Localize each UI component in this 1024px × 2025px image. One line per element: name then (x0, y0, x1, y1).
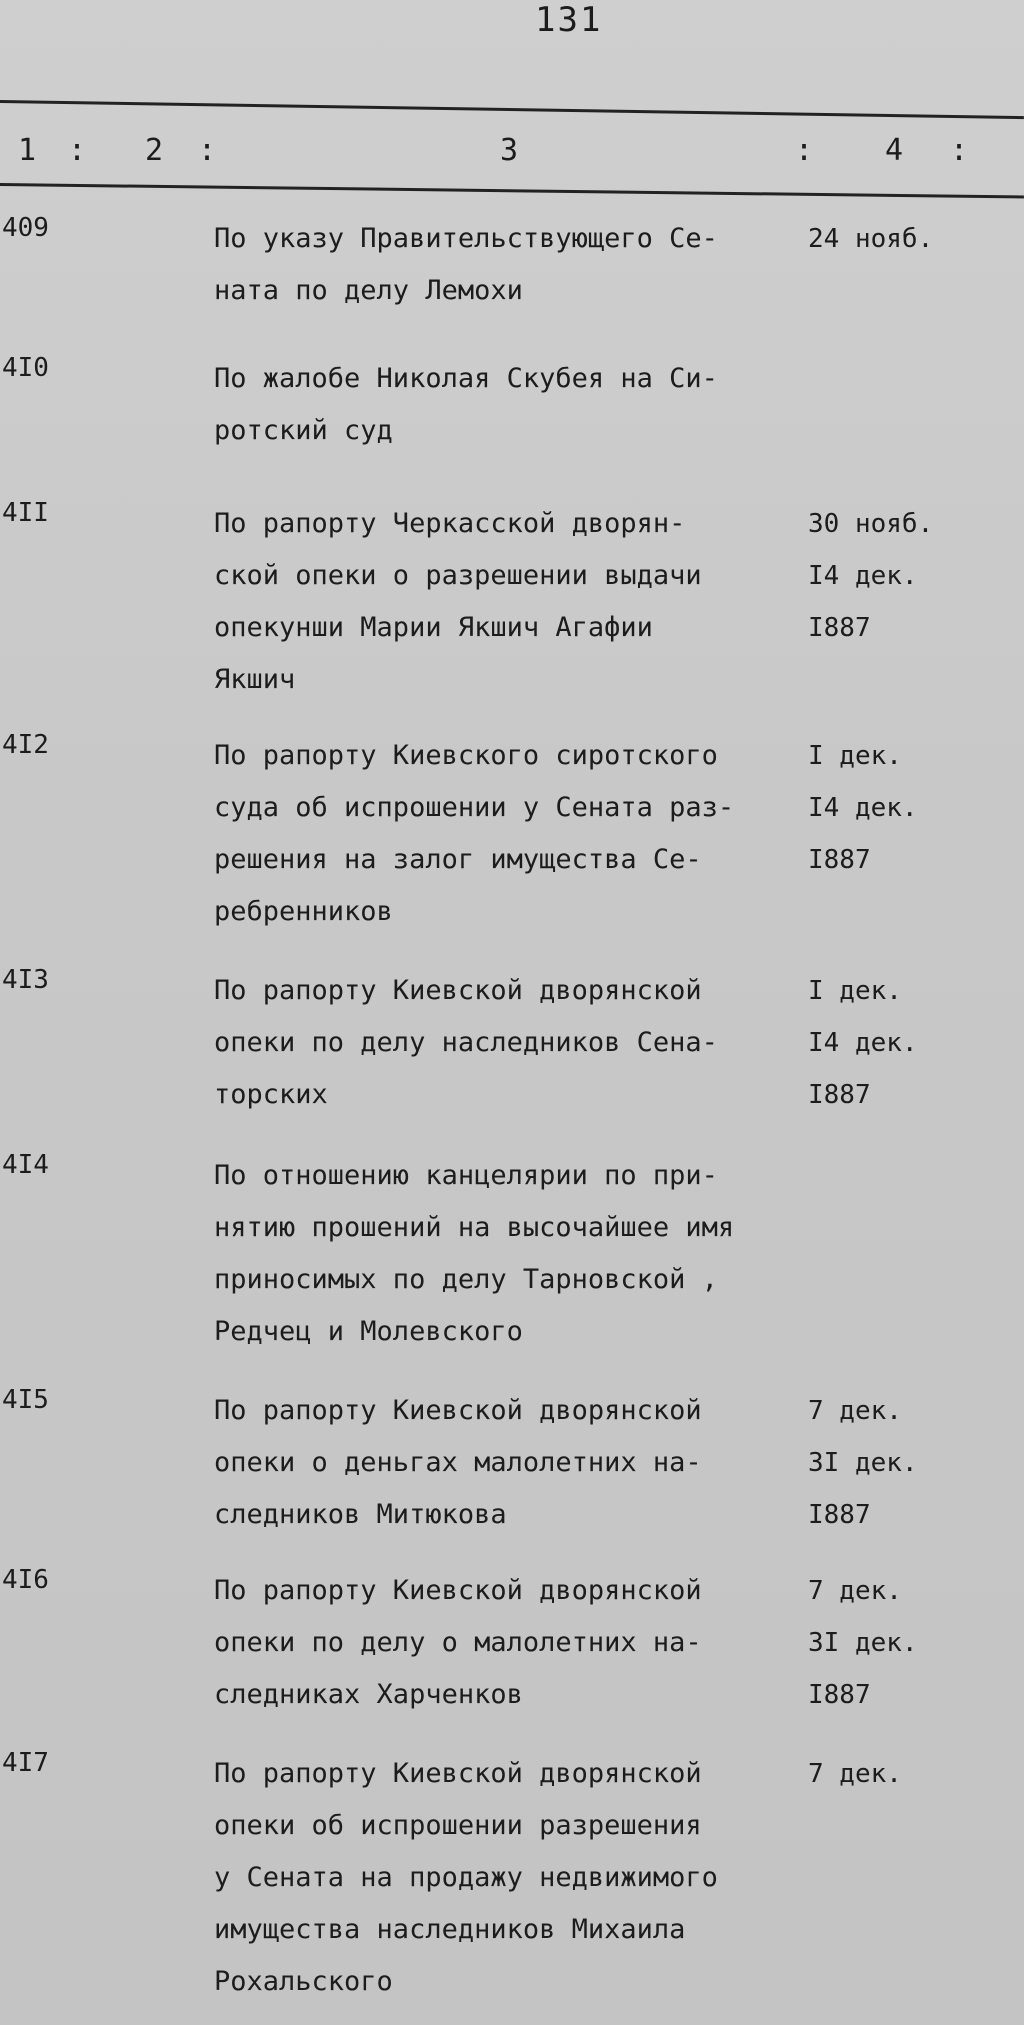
entry-description: По рапорту Киевской дворянской опеки об испрошении разрешения у Сената на продажу недвижимого имущества наследников Михаила Рохальского (214, 1758, 718, 1997)
entry-description: По рапорту Киевской дворянской опеки по делу наследников Сена- торских (214, 975, 718, 1110)
header-rule-bottom (0, 183, 1024, 199)
entry-date: 24 нояб. (808, 224, 934, 254)
column-separator: : (198, 133, 217, 168)
entry-date: I дек. I4 дек. I887 (808, 976, 918, 1110)
column-separator: : (795, 133, 814, 168)
entry-number: 4I6 (2, 1565, 49, 1595)
page-number: 131 (535, 0, 603, 40)
column-header-4: 4 (885, 133, 904, 168)
entry-description: По рапорту Киевской дворянской опеки о деньгах малолетних на- следников Митюкова (214, 1395, 702, 1530)
entry-number: 4I7 (2, 1748, 49, 1778)
entry-description: По отношению канцелярии по при- нятию прошений на высочайшее имя приносимых по делу Тарновской , Редчец и Молевского (214, 1160, 735, 1347)
entry-date: 30 нояб. I4 дек. I887 (808, 509, 934, 643)
entry-date: 7 дек. 3I дек. I887 (808, 1576, 918, 1710)
entry-description: По рапорту Киевского сиротского суда об испрошении у Сената раз- решения на залог имущества Се- ребренников (214, 740, 735, 927)
entry-number: 409 (2, 213, 49, 243)
entry-date: 7 дек. (808, 1759, 902, 1789)
column-separator: : (950, 133, 969, 168)
column-header-1: 1 (18, 133, 37, 168)
entry-date: I дек. I4 дек. I887 (808, 741, 918, 875)
entry-number: 4I0 (2, 353, 49, 383)
entry-description: По рапорту Черкасской дворян- ской опеки о разрешении выдачи опекунши Марии Якшич Агафии Якшич (214, 508, 702, 695)
entry-date: 7 дек. 3I дек. I887 (808, 1396, 918, 1530)
entry-description: По указу Правительствующего Се- ната по делу Лемохи (214, 223, 718, 306)
column-header-2: 2 (145, 133, 164, 168)
entry-description: По жалобе Николая Скубея на Си- ротский суд (214, 363, 718, 446)
entry-number: 4I5 (2, 1385, 49, 1415)
entry-number: 4I4 (2, 1150, 49, 1180)
entry-description: По рапорту Киевской дворянской опеки по делу о малолетних на- следниках Харченков (214, 1575, 702, 1710)
entry-number: 4I3 (2, 965, 49, 995)
header-rule-top (0, 100, 1024, 119)
column-header-3: 3 (500, 133, 519, 168)
entry-number: 4I2 (2, 730, 49, 760)
entry-number: 4II (2, 498, 49, 528)
column-separator: : (68, 133, 87, 168)
